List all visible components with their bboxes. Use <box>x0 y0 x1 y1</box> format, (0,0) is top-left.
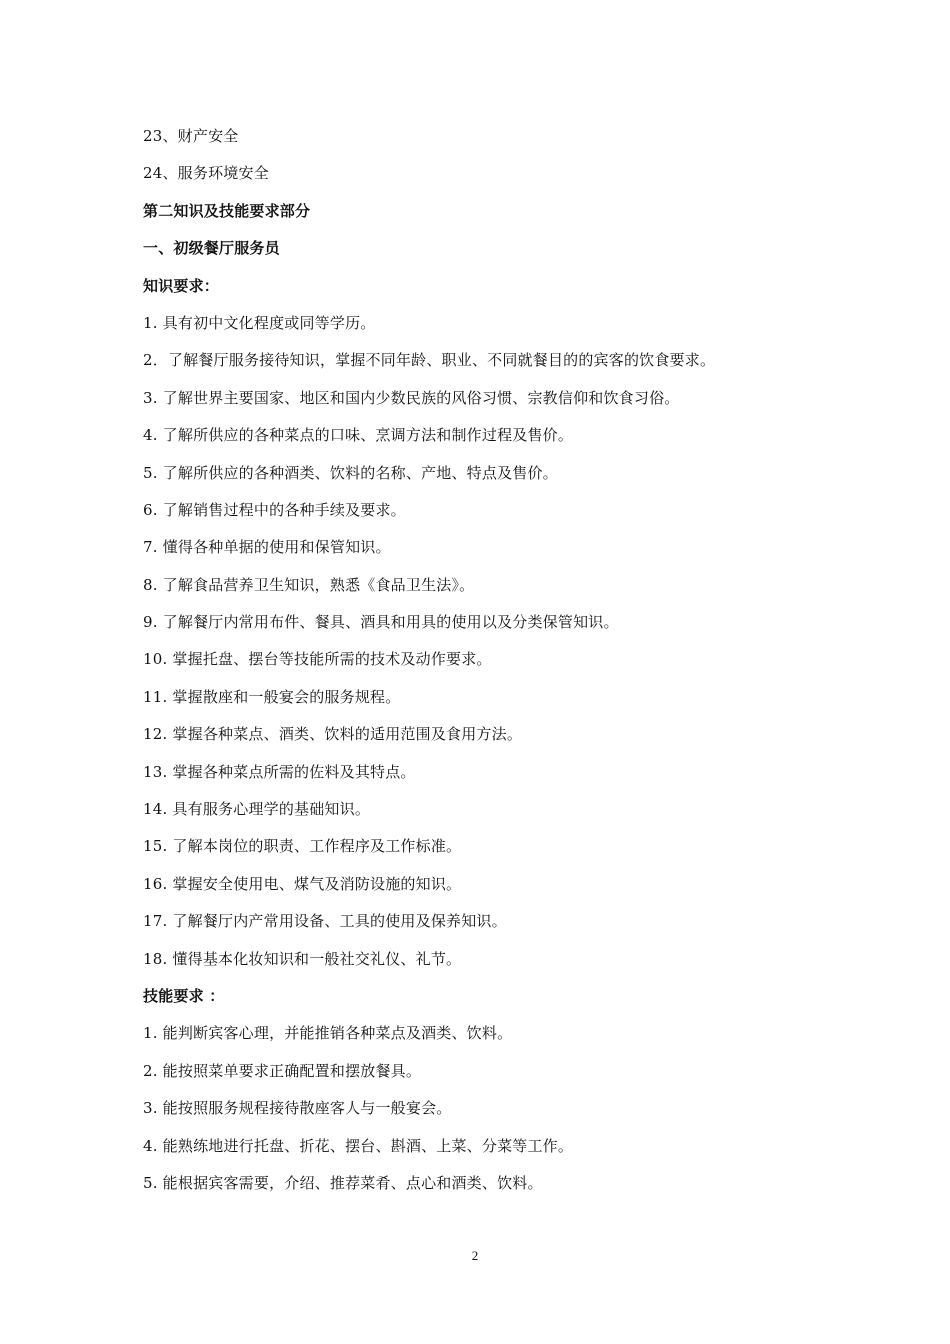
section-heading: 技能要求 ： <box>143 986 225 1005</box>
text-line: 16. 掌握安全使用电、煤气及消防设施的知识。 <box>143 874 462 893</box>
text-line: 6. 了解销售过程中的各种手续及要求。 <box>143 500 406 519</box>
text-line: 4. 了解所供应的各种菜点的口味、烹调方法和制作过程及售价。 <box>143 426 574 445</box>
text-body <box>143 124 883 1208</box>
section-heading: 第二知识及技能要求部分 <box>143 201 311 220</box>
text-line: 3. 能按照服务规程接待散座客人与一般宴会。 <box>143 1099 452 1118</box>
text-line: 2．了解餐厅服务接待知识，掌握不同年龄、职业、不同就餐目的的宾客的饮食要求。 <box>143 351 716 370</box>
text-line: 24、服务环境安全 <box>143 164 269 183</box>
text-line: 3. 了解世界主要国家、地区和国内少数民族的风俗习惯、宗教信仰和饮食习俗。 <box>143 388 680 407</box>
text-line: 23、财产安全 <box>143 127 239 145</box>
text-line: 5. 了解所供应的各种酒类、饮料的名称、产地、特点及售价。 <box>143 463 558 482</box>
text-line: 5. 能根据宾客需要，介绍、推荐菜肴、点心和酒类、饮料。 <box>143 1173 543 1192</box>
text-line: 11. 掌握散座和一般宴会的服务规程。 <box>143 687 401 706</box>
text-line: 15. 了解本岗位的职责、工作程序及工作标准。 <box>143 837 462 856</box>
text-line: 1. 具有初中文化程度或同等学历。 <box>143 313 376 332</box>
text-line: 18. 懂得基本化妆知识和一般社交礼仪、礼节。 <box>143 949 462 968</box>
text-line: 2. 能按照菜单要求正确配置和摆放餐具。 <box>143 1061 422 1080</box>
text-line: 4. 能熟练地进行托盘、折花、摆台、斟酒、上菜、分菜等工作。 <box>143 1136 574 1155</box>
text-line: 13. 掌握各种菜点所需的佐料及其特点。 <box>143 762 416 781</box>
section-heading: 知识要求： <box>143 276 220 295</box>
page-number: 2 <box>471 1248 479 1263</box>
text-line: 7. 懂得各种单据的使用和保管知识。 <box>143 538 391 557</box>
text-line: 8. 了解食品营养卫生知识，熟悉《食品卫生法》。 <box>143 575 475 594</box>
text-line: 1. 能判断宾客心理，并能推销各种菜点及酒类、饮料。 <box>143 1024 513 1043</box>
text-line: 10. 掌握托盘、摆台等技能所需的技术及动作要求。 <box>143 650 492 669</box>
text-line: 14. 具有服务心理学的基础知识。 <box>143 800 371 819</box>
text-line: 17. 了解餐厅内产常用设备、工具的使用及保养知识。 <box>143 912 507 931</box>
text-line: 12. 掌握各种菜点、酒类、饮料的适用范围及食用方法。 <box>143 725 523 744</box>
text-line: 9. 了解餐厅内常用布件、餐具、酒具和用具的使用以及分类保管知识。 <box>143 613 619 632</box>
section-heading: 一、初级餐厅服务员 <box>143 239 280 258</box>
